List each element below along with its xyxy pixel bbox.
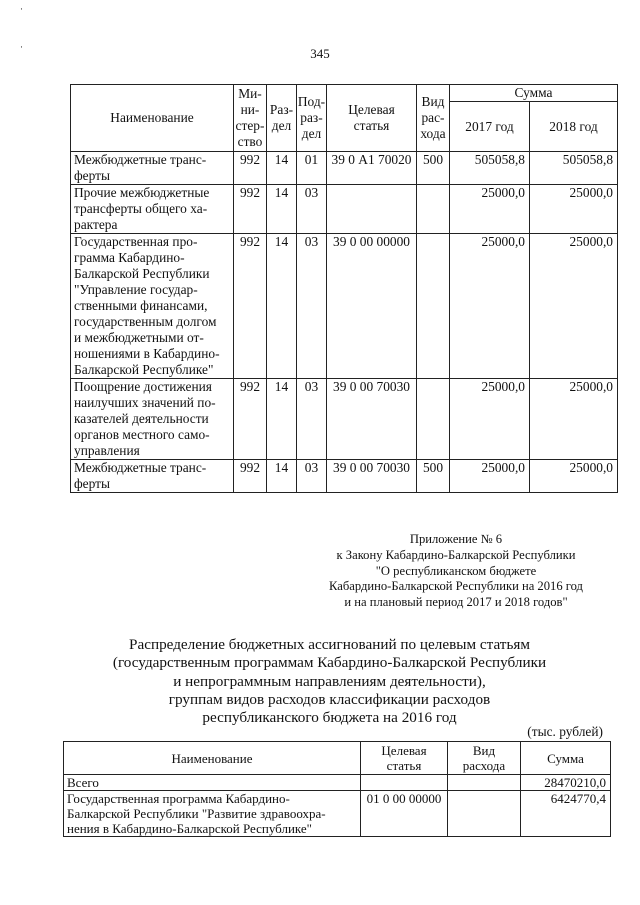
row-section: 14 <box>267 185 297 234</box>
row-name: Государственная про- грамма Кабардино- Балкарской Республики "Управление государ- ственными финансами, государственным долгом и межбюджетными от- ношениями в Кабардино- Балкарской Республике" <box>71 234 234 379</box>
row-name: Прочие межбюджетные трансферты общего ха- рактера <box>71 185 234 234</box>
margin-mark-top: · <box>20 4 23 14</box>
header-name: Наименование <box>71 85 234 152</box>
appendix-header <box>300 532 612 611</box>
appendix-law-title-1: "О республиканском бюджете <box>375 563 537 578</box>
appendix-law-ref: к Закону Кабардино-Балкарской Республики <box>336 547 576 562</box>
row-target: 39 0 00 70030 <box>327 460 417 493</box>
row-2018: 25000,0 <box>530 185 618 234</box>
header-year-2018: 2018 год <box>530 102 618 152</box>
row-subsection: 03 <box>297 460 327 493</box>
row-2018: 25000,0 <box>530 379 618 460</box>
row-name: Межбюджетные транс- ферты <box>71 152 234 185</box>
header-year-2017: 2017 год <box>450 102 530 152</box>
appendix-number: Приложение № 6 <box>409 532 503 546</box>
row-type <box>448 791 521 837</box>
row-ministry: 992 <box>234 234 267 379</box>
row-sum: 6424770,4 <box>521 791 611 837</box>
document-title <box>82 636 577 727</box>
table-row <box>71 460 618 493</box>
row-ministry: 992 <box>234 379 267 460</box>
row-section: 14 <box>267 152 297 185</box>
row-name: Государственная программа Кабардино- Балкарской Республики "Развитие здравоохра- нения в Кабардино-Балкарской Республике" <box>64 791 361 837</box>
header-subsection: Под- раз- дел <box>297 85 327 152</box>
header-sum: Сумма <box>521 742 611 775</box>
row-name: Поощрение достижения наилучших значений по- казателей деятельности органов местного само- управления <box>71 379 234 460</box>
row-subsection: 03 <box>297 185 327 234</box>
row-type <box>417 185 450 234</box>
appendix-law-title-2: Кабардино-Балкарской Республики на 2016 год <box>329 579 583 594</box>
table-row <box>71 379 618 460</box>
row-type <box>417 234 450 379</box>
row-target: 01 0 00 00000 <box>361 791 448 837</box>
row-type: 500 <box>417 460 450 493</box>
title-line: группам видов расходов классификации расходов <box>168 690 491 708</box>
row-2017: 505058,8 <box>450 152 530 185</box>
header-section: Раз- дел <box>267 85 297 152</box>
row-2017: 25000,0 <box>450 185 530 234</box>
header-target-article: Целевая статья <box>327 85 417 152</box>
margin-mark-left: · <box>20 42 23 52</box>
header-expense-type: Вид расхода <box>448 742 521 775</box>
table-row <box>71 185 618 234</box>
appendix-law-title-3: и на плановый период 2017 и 2018 годов" <box>344 595 568 610</box>
budget-table-continued <box>70 84 618 493</box>
table-row <box>71 152 618 185</box>
row-name: Межбюджетные транс- ферты <box>71 460 234 493</box>
row-target: 39 0 00 70030 <box>327 379 417 460</box>
table-row <box>71 234 618 379</box>
header-ministry: Ми- ни- стер- ство <box>234 85 267 152</box>
header-target-article: Целевая статья <box>361 742 448 775</box>
row-sum: 28470210,0 <box>521 775 611 791</box>
row-2018: 25000,0 <box>530 234 618 379</box>
units-label: (тыс. рублей) <box>527 724 603 739</box>
table-row <box>64 775 611 791</box>
row-2018: 505058,8 <box>530 152 618 185</box>
row-2018: 25000,0 <box>530 460 618 493</box>
header-sum: Сумма <box>450 85 618 102</box>
row-type <box>417 379 450 460</box>
title-line: и непрограммным направлениям деятельности), <box>173 672 486 690</box>
header-name: Наименование <box>64 742 361 775</box>
title-line: (государственным программам Кабардино-Балкарской Республики <box>112 654 547 672</box>
row-ministry: 992 <box>234 185 267 234</box>
row-subsection: 03 <box>297 379 327 460</box>
row-type <box>448 775 521 791</box>
row-2017: 25000,0 <box>450 460 530 493</box>
row-target <box>361 775 448 791</box>
row-ministry: 992 <box>234 460 267 493</box>
row-subsection: 03 <box>297 234 327 379</box>
row-ministry: 992 <box>234 152 267 185</box>
table-row <box>64 791 611 837</box>
row-section: 14 <box>267 460 297 493</box>
row-section: 14 <box>267 379 297 460</box>
row-section: 14 <box>267 234 297 379</box>
row-2017: 25000,0 <box>450 379 530 460</box>
row-name: Всего <box>64 775 361 791</box>
row-2017: 25000,0 <box>450 234 530 379</box>
title-line: Распределение бюджетных ассигнований по целевым статьям <box>129 636 530 653</box>
page-number: 345 <box>310 46 330 61</box>
row-target: 39 0 А1 70020 <box>327 152 417 185</box>
row-target <box>327 185 417 234</box>
budget-distribution-table <box>63 741 611 837</box>
title-line: республиканского бюджета на 2016 год <box>202 709 457 727</box>
row-subsection: 01 <box>297 152 327 185</box>
header-expense-type: Вид рас- хода <box>417 85 450 152</box>
row-type: 500 <box>417 152 450 185</box>
row-target: 39 0 00 00000 <box>327 234 417 379</box>
